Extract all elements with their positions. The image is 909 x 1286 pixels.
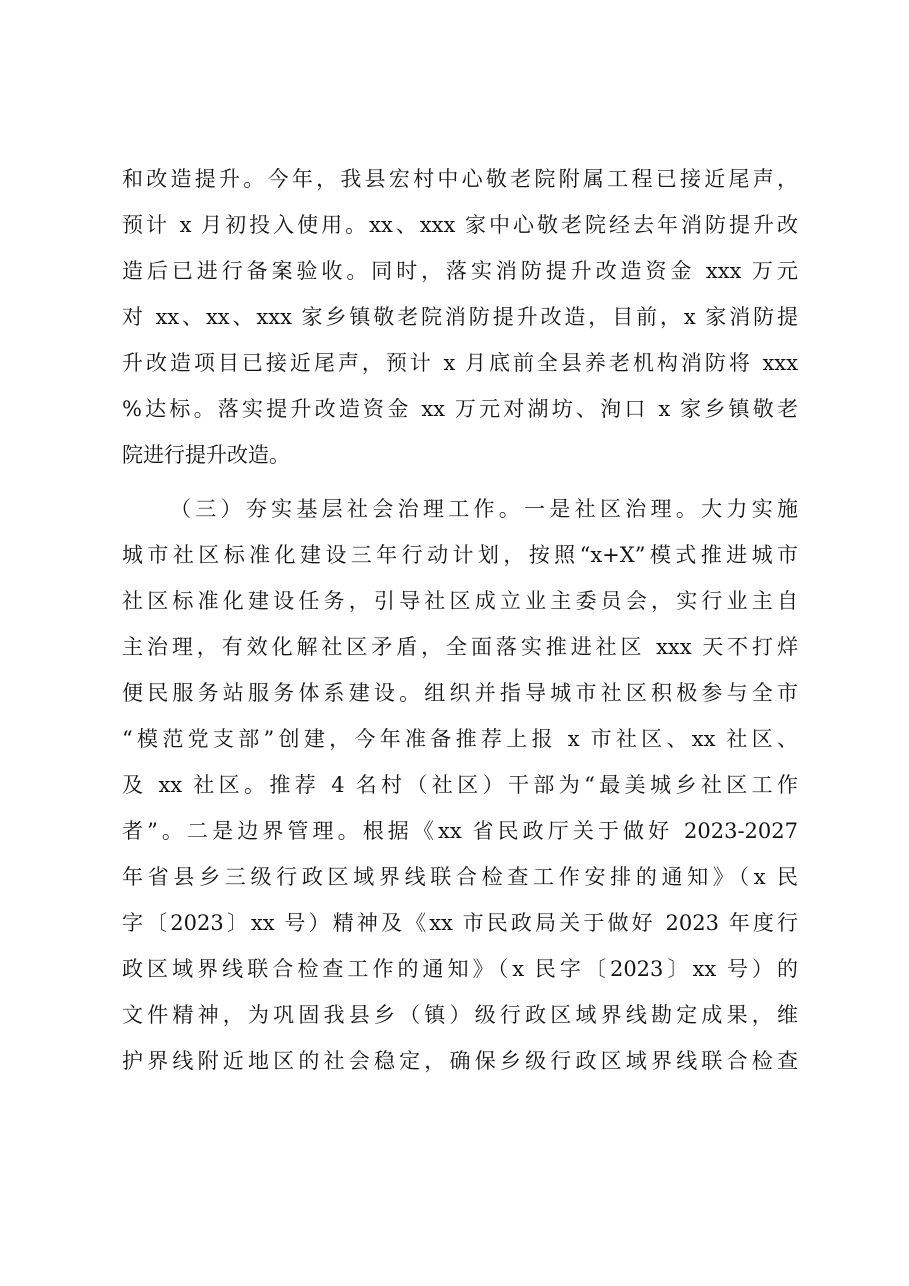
text-line: 升改造项目已接近尾声，预计 x 月底前全县养老机构消防将 xxx (122, 351, 798, 375)
paragraph-2 (122, 486, 798, 1084)
text-line: 便民服务站服务体系建设。组织并指导城市社区积极参与全市 (122, 681, 798, 705)
text-line: 文件精神，为巩固我县乡（镇）级行政区域界线勘定成果，维 (122, 1003, 798, 1027)
text-line: 院进行提升改造。 (122, 443, 290, 467)
text-line: “模范党支部”创建，今年准备推荐上报 x 市社区、xx 社区、 (122, 727, 798, 751)
text-line: 年省县乡三级行政区域界线联合检查工作安排的通知》（x 民 (122, 865, 798, 889)
text-line: 者”。二是边界管理。根据《xx 省民政厅关于做好 2023-2027 (122, 819, 798, 843)
text-line: 和改造提升。今年，我县宏村中心敬老院附属工程已接近尾声， (122, 167, 798, 191)
text-line: （三）夯实基层社会治理工作。一是社区治理。大力实施 (170, 497, 798, 521)
text-line: 政区域界线联合检查工作的通知》（x 民字〔2023〕xx 号）的 (122, 957, 798, 981)
text-line: 城市社区标准化建设三年行动计划，按照“x+X”模式推进城市 (122, 543, 798, 567)
text-line: 预计 x 月初投入使用。xx、xxx 家中心敬老院经去年消防提升改 (122, 213, 798, 237)
text-line: 及 xx 社区。推荐 4 名村（社区）干部为“最美城乡社区工作 (122, 773, 798, 797)
text-line: 造后已进行备案验收。同时，落实消防提升改造资金 xxx 万元 (122, 259, 798, 283)
text-line: 主治理，有效化解社区矛盾，全面落实推进社区 xxx 天不打烊 (122, 635, 798, 659)
text-line: 对 xx、xx、xxx 家乡镇敬老院消防提升改造，目前，x 家消防提 (122, 305, 798, 329)
text-line: %达标。落实提升改造资金 xx 万元对湖坊、洵口 x 家乡镇敬老 (122, 397, 798, 421)
text-line: 社区标准化建设任务，引导社区成立业主委员会，实行业主自 (122, 589, 798, 613)
document-body (122, 156, 798, 1084)
text-line: 字〔2023〕xx 号）精神及《xx 市民政局关于做好 2023 年度行 (122, 911, 798, 935)
text-line: 护界线附近地区的社会稳定，确保乡级行政区域界线联合检查 (122, 1049, 798, 1073)
paragraph-1 (122, 156, 798, 478)
